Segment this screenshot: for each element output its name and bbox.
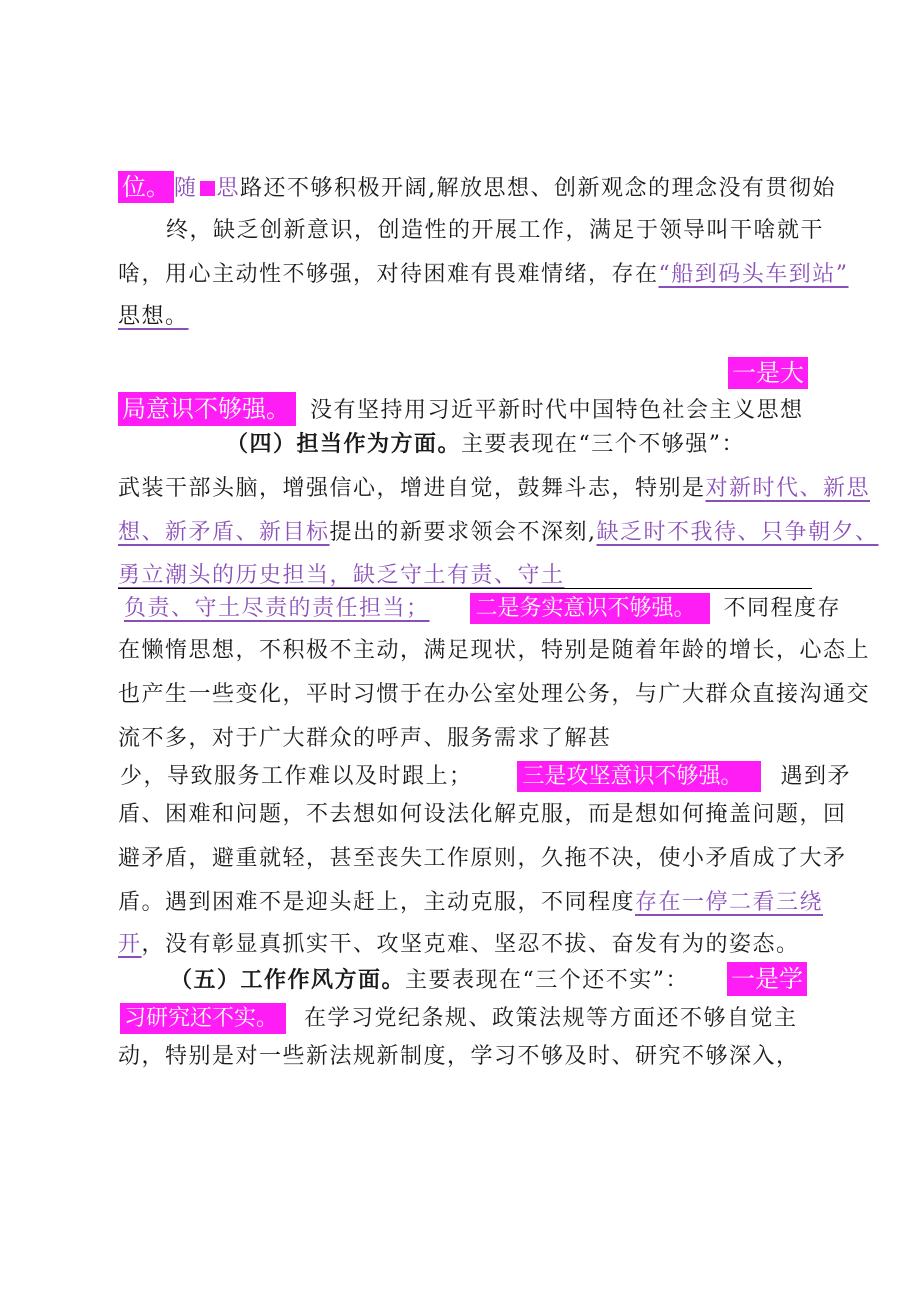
paragraph-text: 主要表现在“三个还不实”： [405, 968, 690, 993]
square-mark-icon [200, 181, 215, 196]
highlight-mark: 位。 [118, 171, 174, 203]
underlined-phrase: 负责、守土尽责的责任担当； [124, 596, 430, 621]
line-14: 流不多，对于广大群众的呼声、服务需求了解甚 [118, 726, 612, 751]
line-1 [118, 170, 836, 206]
highlight-heading: 一是大 [728, 357, 808, 389]
line-3 [118, 258, 849, 292]
underlined-phrase: 存在一停二看三绕 [635, 890, 824, 915]
paragraph-text: 没有坚持用习近平新时代中国特色社会主义思想 [310, 398, 804, 423]
char-sui: 随 [174, 176, 198, 201]
highlight-heading: 三是攻坚意识不够强。 [517, 761, 761, 792]
horizontal-rule [118, 588, 812, 589]
line-6 [118, 392, 804, 428]
line-22: 动，特别是对一些新法规新制度，学习不够及时、研究不够深入， [118, 1044, 800, 1069]
paragraph-text: 少，导致服务工作难以及时跟上； [120, 764, 473, 789]
highlight-heading: 局意识不够强。 [118, 392, 296, 426]
section-heading: （五）工作作风方面。 [170, 968, 406, 993]
paragraph-text: 遇到矛 [780, 764, 852, 789]
underlined-phrase: 勇立潮头的历史担当，缺乏守土有责、守土 [118, 563, 565, 588]
underlined-phrase: 想、新矛盾、新目标 [118, 520, 330, 545]
line-7 [226, 428, 745, 462]
line-15 [120, 760, 851, 794]
paragraph-text: 啥，用心主动性不够强，对待困难有畏难情绪，存在 [118, 262, 659, 287]
line-9 [118, 516, 879, 550]
underlined-phrase: 对新时代、新思 [705, 476, 871, 501]
section-heading: （四）担当作为方面。 [226, 432, 462, 457]
paragraph-text: 思想。 [118, 304, 189, 329]
paragraph-text: 在学习党纪条规、政策法规等方面还不够自觉主 [304, 1006, 798, 1031]
paragraph-text: 提出的新要求领会不深刻, [329, 520, 597, 545]
line-2: 终，缺乏创新意识，创造性的开展工作，满足于领导叫干啥就干 [166, 218, 825, 243]
line-5 [728, 356, 808, 392]
line-17: 避矛盾，避重就轻，甚至丧失工作原则，久拖不决，使小矛盾成了大矛 [118, 846, 847, 871]
line-16: 盾、困难和问题，不去想如何设法化解克服，而是想如何掩盖问题，回 [118, 802, 847, 827]
line-8 [118, 472, 870, 506]
underlined-phrase: 缺乏时不我待、只争朝夕、 [596, 520, 879, 545]
line-20 [170, 962, 807, 998]
line-11 [124, 592, 841, 626]
paragraph-text: 武装干部头脑，增强信心，增进自觉，鼓舞斗志，特别是 [118, 476, 706, 501]
paragraph-text: ，没有彰显真抓实干、攻坚克难、坚忍不拔、奋发有为的姿态。 [141, 932, 800, 957]
underlined-phrase: 开 [118, 932, 142, 957]
paragraph-text: 盾。遇到困难不是迎头赶上，主动克服，不同程度 [118, 890, 636, 915]
line-21 [120, 1002, 798, 1036]
line-12: 在懒惰思想，不积极不主动，满足现状，特别是随着年龄的增长，心态上 [118, 638, 871, 663]
paragraph-text: 不同程度存 [723, 596, 842, 621]
line-4 [118, 300, 189, 334]
paragraph-text: 路还不够积极开阔,解放思想、创新观念的理念没有贯彻始 [240, 176, 837, 201]
underlined-phrase: “船到码头车到站” [658, 262, 849, 287]
line-13: 也产生一些变化，平时习惯于在办公室处理公务，与广大群众直接沟通交 [118, 682, 871, 707]
char-si: 思 [216, 176, 241, 201]
highlight-heading: 二是务实意识不够强。 [470, 593, 710, 624]
paragraph-text: 主要表现在“三个不够强”： [461, 432, 746, 457]
highlight-heading: 一是学 [727, 962, 807, 996]
highlight-heading: 习研究还不实。 [120, 1003, 286, 1034]
line-18 [118, 886, 823, 920]
line-19 [118, 928, 800, 962]
